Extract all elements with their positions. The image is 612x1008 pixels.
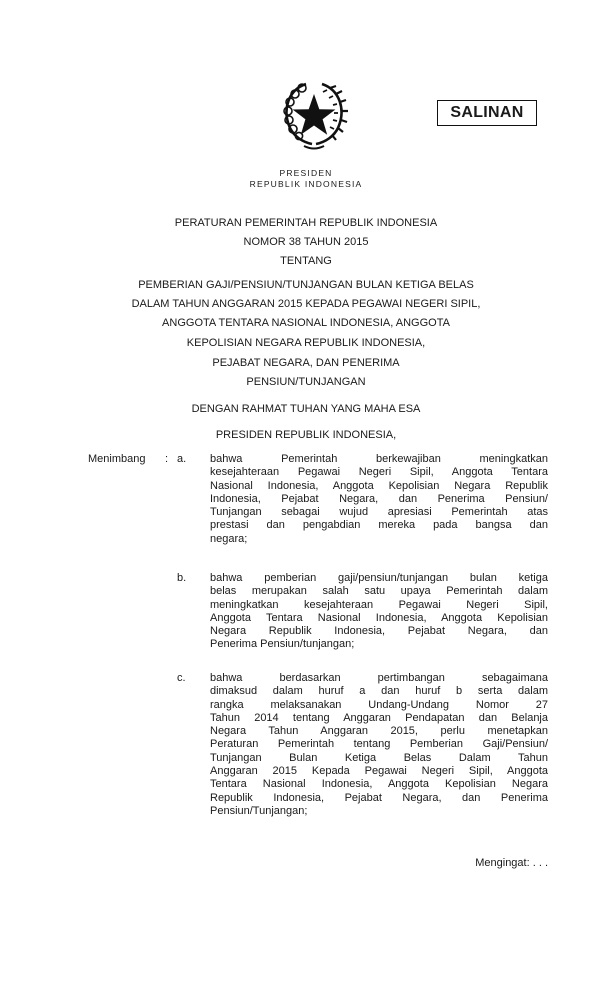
header-republik: REPUBLIK INDONESIA [249, 179, 363, 189]
title-line-1: PERATURAN PEMERINTAH REPUBLIK INDONESIA [174, 217, 438, 229]
header-presiden: PRESIDEN [279, 168, 333, 178]
item-c-line: Tentara Nasional Indonesia, Anggota Kepolisian Negara [210, 778, 548, 791]
item-b-line: Anggota Tentara Nasional Indonesia, Anggota Kepolisian [210, 611, 548, 624]
item-a-line: kesejahteraan Pegawai Negeri Sipil, Anggota Tentara [210, 466, 548, 479]
item-c-letter: c. [177, 672, 186, 684]
item-a-line: bahwa Pemerintah berkewajiban meningkatkan [210, 453, 548, 465]
subject-line-4: KEPOLISIAN NEGARA REPUBLIK INDONESIA, [186, 337, 426, 349]
item-b-line: Penerima Pensiun/tunjangan; [210, 638, 355, 651]
subject-line-5: PEJABAT NEGARA, DAN PENERIMA [212, 357, 400, 369]
item-a-line: prestasi dan pengabdian mereka pada bangsa dan [210, 519, 548, 532]
item-b-text [210, 572, 548, 652]
menimbang-label: Menimbang [88, 453, 146, 465]
item-c-line: Tahun 2014 tentang Anggaran Pendapatan dan Belanja [210, 711, 548, 724]
item-a-line: Tunjangan sebagai wujud apresiasi Pemerintah atas [210, 506, 548, 519]
item-b-line: belas merupakan salah satu upaya Pemerintah dalam [210, 585, 548, 598]
garuda-emblem-icon [274, 76, 354, 156]
item-c-line: dimaksud dalam huruf a dan huruf b serta dalam [210, 685, 548, 698]
subject-line-2: DALAM TAHUN ANGGARAN 2015 KEPADA PEGAWAI NEGERI SIPIL, [131, 298, 481, 310]
item-a-line: Nasional Indonesia, Anggota Kepolisian Negara Republik [210, 479, 548, 492]
item-c-line: bahwa berdasarkan pertimbangan sebagaimana [210, 672, 548, 684]
item-c-line: Peraturan Pemerintah tentang Pemberian Gaji/Pensiun/ [210, 738, 548, 751]
item-b-line: meningkatkan kesejahteraan Pegawai Negeri Sipil, [210, 598, 548, 611]
item-a-line: Indonesia, Pejabat Negara, dan Penerima Pensiun/ [210, 492, 548, 505]
item-b-letter: b. [177, 572, 187, 584]
item-a-letter: a. [177, 453, 187, 465]
item-c-line: Negara Tahun Anggaran 2015, perlu menetapkan [210, 725, 548, 738]
item-c-line: Republik Indonesia, Pejabat Negara, dan Penerima [210, 791, 548, 804]
item-c-line: rangka melaksanakan Undang-Undang Nomor 27 [210, 698, 548, 711]
item-c-line: Pensiun/Tunjangan; [210, 804, 308, 817]
title-line-2: NOMOR 38 TAHUN 2015 [243, 236, 369, 248]
item-c-line: Anggaran 2015 Kepada Pegawai Negeri Sipil, Anggota [210, 765, 548, 778]
subject-line-6: PENSIUN/TUNJANGAN [246, 376, 366, 388]
subject-line-3: ANGGOTA TENTARA NASIONAL INDONESIA, ANGGOTA [162, 317, 450, 329]
title-line-3: TENTANG [280, 255, 332, 267]
preamble-rahmat: DENGAN RAHMAT TUHAN YANG MAHA ESA [191, 403, 421, 415]
item-b-line: Negara Republik Indonesia, Pejabat Negara, dan [210, 625, 548, 638]
preamble-presiden: PRESIDEN REPUBLIK INDONESIA, [215, 429, 397, 441]
item-c-text [210, 672, 548, 818]
item-a-line: negara; [210, 532, 248, 545]
salinan-badge: SALINAN [437, 100, 537, 126]
next-page-marker: Mengingat: . . . [475, 857, 548, 869]
item-c-line: Tunjangan Bulan Ketiga Belas Dalam Tahun [210, 751, 548, 764]
item-b-line: bahwa pemberian gaji/pensiun/tunjangan bulan ketiga [210, 572, 548, 584]
menimbang-colon: : [165, 453, 169, 465]
subject-line-1: PEMBERIAN GAJI/PENSIUN/TUNJANGAN BULAN KETIGA BELAS [138, 279, 474, 291]
item-a-text [210, 453, 548, 546]
